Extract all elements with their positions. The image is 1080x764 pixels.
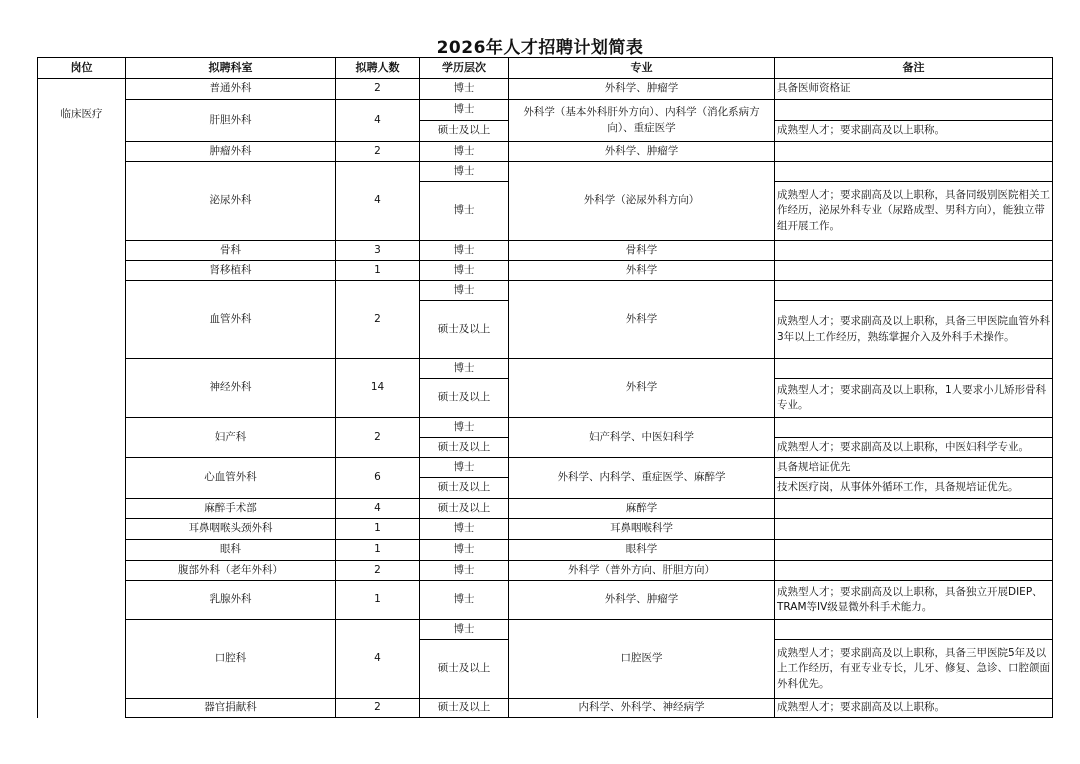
- note-cell-empty: [775, 620, 1053, 640]
- note-cell: 成熟型人才；要求副高及以上职称，具备三甲医院血管外科3年以上工作经历，熟练掌握介入及外科手术操作。: [775, 301, 1053, 359]
- note-cell-empty: [775, 499, 1053, 519]
- note-cell-empty: [775, 100, 1053, 121]
- count-cell: 1: [336, 261, 420, 281]
- dept-cell: 耳鼻咽喉头颈外科: [126, 519, 336, 540]
- header-row: [38, 58, 1053, 79]
- major-cell: 外科学、肿瘤学: [509, 79, 775, 100]
- edu-cell: 博士: [420, 519, 509, 540]
- dept-cell: 妇产科: [126, 418, 336, 458]
- table-row: [38, 499, 1053, 519]
- major-cell: 外科学: [509, 261, 775, 281]
- edu-cell: 博士: [420, 162, 509, 182]
- edu-cell: 硕士及以上: [420, 699, 509, 718]
- note-cell: 成熟型人才；要求副高及以上职称。: [775, 121, 1053, 142]
- post-cell: 临床医疗: [38, 79, 126, 718]
- major-cell: 外科学（基本外科肝外方向）、内科学（消化系病方向）、重症医学: [509, 100, 775, 142]
- note-cell: 成熟型人才；要求副高及以上职称。: [775, 699, 1053, 718]
- table-row: [38, 359, 1053, 379]
- edu-cell: 硕士及以上: [420, 438, 509, 458]
- major-cell: 麻醉学: [509, 499, 775, 519]
- dept-cell: 口腔科: [126, 620, 336, 699]
- dept-cell: 麻醉手术部: [126, 499, 336, 519]
- table-row: [38, 519, 1053, 540]
- table-row: [38, 261, 1053, 281]
- dept-cell: 普通外科: [126, 79, 336, 100]
- note-cell: 成熟型人才；要求副高及以上职称，具备三甲医院5年及以上工作经历，有亚专业专长，儿牙、修复、急诊、口腔颌面外科优先。: [775, 640, 1053, 699]
- header-edu: 学历层次: [420, 58, 509, 79]
- count-cell: 4: [336, 162, 420, 241]
- note-cell: 技术医疗岗，从事体外循环工作，具备规培证优先。: [775, 478, 1053, 499]
- dept-cell: 泌尿外科: [126, 162, 336, 241]
- dept-cell: 心血管外科: [126, 458, 336, 499]
- table-row: [38, 581, 1053, 620]
- dept-cell: 肾移植科: [126, 261, 336, 281]
- major-cell: 耳鼻咽喉科学: [509, 519, 775, 540]
- dept-cell: 血管外科: [126, 281, 336, 359]
- major-cell: 妇产科学、中医妇科学: [509, 418, 775, 458]
- table-row: [38, 540, 1053, 561]
- count-cell: 1: [336, 581, 420, 620]
- note-cell-empty: [775, 519, 1053, 540]
- dept-cell: 腹部外科（老年外科）: [126, 561, 336, 581]
- table-row: [38, 418, 1053, 438]
- note-cell-empty: [775, 540, 1053, 561]
- edu-cell: 博士: [420, 79, 509, 100]
- edu-cell: 博士: [420, 458, 509, 478]
- header-post: 岗位: [38, 58, 126, 79]
- major-cell: 外科学: [509, 359, 775, 418]
- count-cell: 4: [336, 100, 420, 142]
- count-cell: 4: [336, 499, 420, 519]
- edu-cell: 博士: [420, 100, 509, 121]
- edu-cell: 硕士及以上: [420, 379, 509, 418]
- count-cell: 2: [336, 699, 420, 718]
- major-cell: 外科学: [509, 281, 775, 359]
- header-note: 备注: [775, 58, 1053, 79]
- note-cell-empty: [775, 281, 1053, 301]
- header-count: 拟聘人数: [336, 58, 420, 79]
- table-row: [38, 561, 1053, 581]
- edu-cell: 博士: [420, 281, 509, 301]
- count-cell: 2: [336, 281, 420, 359]
- edu-cell: 博士: [420, 620, 509, 640]
- table-row: [38, 620, 1053, 640]
- document-title: 2026年人才招聘计划简表: [436, 38, 644, 58]
- note-cell: 成熟型人才；要求副高及以上职称，具备同级别医院相关工作经历，泌尿外科专业（尿路成型、男科方向），能独立带组开展工作。: [775, 182, 1053, 241]
- header-dept: 拟聘科室: [126, 58, 336, 79]
- count-cell: 6: [336, 458, 420, 499]
- note-cell: 成熟型人才；要求副高及以上职称，1人要求小儿矫形骨科专业。: [775, 379, 1053, 418]
- table-row: [38, 241, 1053, 261]
- major-cell: 口腔医学: [509, 620, 775, 699]
- edu-cell: 硕士及以上: [420, 499, 509, 519]
- note-cell: 具备医师资格证: [775, 79, 1053, 100]
- count-cell: 2: [336, 142, 420, 162]
- table-row: [38, 162, 1053, 182]
- note-cell: 成熟型人才；要求副高及以上职称，具备独立开展DIEP、TRAM等IV级显微外科手术能力。: [775, 581, 1053, 620]
- dept-cell: 器官捐献科: [126, 699, 336, 718]
- major-cell: 眼科学: [509, 540, 775, 561]
- major-cell: 外科学、肿瘤学: [509, 142, 775, 162]
- edu-cell: 硕士及以上: [420, 301, 509, 359]
- edu-cell: 硕士及以上: [420, 121, 509, 142]
- count-cell: 2: [336, 418, 420, 458]
- edu-cell: 博士: [420, 182, 509, 241]
- major-cell: 内科学、外科学、神经病学: [509, 699, 775, 718]
- major-cell: 外科学、内科学、重症医学、麻醉学: [509, 458, 775, 499]
- dept-cell: 肿瘤外科: [126, 142, 336, 162]
- edu-cell: 博士: [420, 540, 509, 561]
- edu-cell: 硕士及以上: [420, 640, 509, 699]
- edu-cell: 博士: [420, 359, 509, 379]
- edu-cell: 硕士及以上: [420, 478, 509, 499]
- major-cell: 外科学、肿瘤学: [509, 581, 775, 620]
- table-row: [38, 79, 1053, 100]
- table-row: [38, 142, 1053, 162]
- edu-cell: 博士: [420, 561, 509, 581]
- table-row: [38, 100, 1053, 121]
- note-cell: 成熟型人才；要求副高及以上职称，中医妇科学专业。: [775, 438, 1053, 458]
- header-major: 专业: [509, 58, 775, 79]
- major-cell: 骨科学: [509, 241, 775, 261]
- note-cell-empty: [775, 142, 1053, 162]
- edu-cell: 博士: [420, 241, 509, 261]
- note-cell-empty: [775, 561, 1053, 581]
- note-cell-empty: [775, 418, 1053, 438]
- count-cell: 2: [336, 79, 420, 100]
- count-cell: 2: [336, 561, 420, 581]
- dept-cell: 肝胆外科: [126, 100, 336, 142]
- dept-cell: 骨科: [126, 241, 336, 261]
- note-cell: 具备规培证优先: [775, 458, 1053, 478]
- note-cell-empty: [775, 359, 1053, 379]
- edu-cell: 博士: [420, 581, 509, 620]
- edu-cell: 博士: [420, 261, 509, 281]
- count-cell: 4: [336, 620, 420, 699]
- edu-cell: 博士: [420, 418, 509, 438]
- dept-cell: 乳腺外科: [126, 581, 336, 620]
- major-cell: 外科学（普外方向、肝胆方向）: [509, 561, 775, 581]
- note-cell-empty: [775, 261, 1053, 281]
- major-cell: 外科学（泌尿外科方向）: [509, 162, 775, 241]
- table-row: [38, 699, 1053, 718]
- count-cell: 1: [336, 519, 420, 540]
- count-cell: 3: [336, 241, 420, 261]
- table-row: [38, 458, 1053, 478]
- note-cell-empty: [775, 162, 1053, 182]
- dept-cell: 眼科: [126, 540, 336, 561]
- recruitment-table: [37, 57, 1053, 718]
- count-cell: 14: [336, 359, 420, 418]
- note-cell-empty: [775, 241, 1053, 261]
- edu-cell: 博士: [420, 142, 509, 162]
- count-cell: 1: [336, 540, 420, 561]
- dept-cell: 神经外科: [126, 359, 336, 418]
- table-row: [38, 281, 1053, 301]
